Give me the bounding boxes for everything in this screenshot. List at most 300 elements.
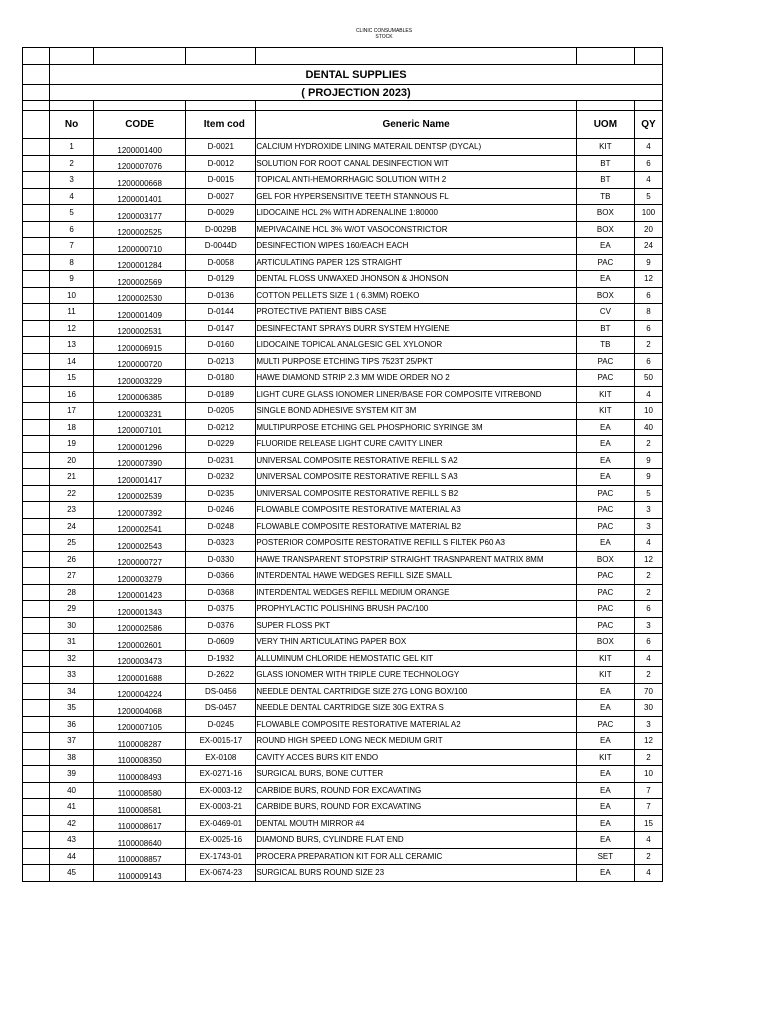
row-quantity: 4 bbox=[634, 386, 662, 403]
row-uom: PAC bbox=[576, 502, 634, 519]
row-item-code: D-0375 bbox=[186, 601, 256, 618]
row-quantity: 4 bbox=[634, 832, 662, 849]
row-number: 37 bbox=[50, 733, 94, 750]
row-blank-cell bbox=[23, 419, 50, 436]
row-uom: EA bbox=[576, 238, 634, 255]
row-uom: PAC bbox=[576, 601, 634, 618]
row-number: 32 bbox=[50, 650, 94, 667]
table-row bbox=[23, 469, 663, 486]
table-row bbox=[23, 634, 663, 651]
row-item-code: D-0189 bbox=[186, 386, 256, 403]
row-uom: EA bbox=[576, 700, 634, 717]
row-quantity: 2 bbox=[634, 584, 662, 601]
row-code: 1200006915 bbox=[94, 337, 186, 354]
row-uom: CV bbox=[576, 304, 634, 321]
row-quantity: 6 bbox=[634, 320, 662, 337]
row-blank-cell bbox=[23, 320, 50, 337]
row-item-code: EX-0271-16 bbox=[186, 766, 256, 783]
row-blank-cell bbox=[23, 766, 50, 783]
table-row bbox=[23, 799, 663, 816]
row-number: 33 bbox=[50, 667, 94, 684]
row-code: 1200002601 bbox=[94, 634, 186, 651]
column-header-code: CODE bbox=[94, 111, 186, 139]
row-item-code: D-0129 bbox=[186, 271, 256, 288]
row-number: 38 bbox=[50, 749, 94, 766]
table-row bbox=[23, 155, 663, 172]
table-row bbox=[23, 848, 663, 865]
row-number: 29 bbox=[50, 601, 94, 618]
row-code: 1200002543 bbox=[94, 535, 186, 552]
row-number: 13 bbox=[50, 337, 94, 354]
table-row bbox=[23, 535, 663, 552]
row-number: 39 bbox=[50, 766, 94, 783]
row-code: 1200007101 bbox=[94, 419, 186, 436]
table-row bbox=[23, 601, 663, 618]
row-number: 5 bbox=[50, 205, 94, 222]
row-code: 1200000710 bbox=[94, 238, 186, 255]
table-row bbox=[23, 254, 663, 271]
row-number: 43 bbox=[50, 832, 94, 849]
row-generic-name: SURGICAL BURS, BONE CUTTER bbox=[256, 766, 577, 783]
row-quantity: 4 bbox=[634, 535, 662, 552]
row-item-code: EX-0469-01 bbox=[186, 815, 256, 832]
row-generic-name: HAWE DIAMOND STRIP 2.3 MM WIDE ORDER NO 2 bbox=[256, 370, 577, 387]
row-code: 1200007076 bbox=[94, 155, 186, 172]
row-uom: EA bbox=[576, 733, 634, 750]
row-code: 1200001417 bbox=[94, 469, 186, 486]
row-number: 21 bbox=[50, 469, 94, 486]
row-uom: PAC bbox=[576, 584, 634, 601]
row-number: 25 bbox=[50, 535, 94, 552]
row-generic-name: SINGLE BOND ADHESIVE SYSTEM KIT 3M bbox=[256, 403, 577, 420]
table-row bbox=[23, 205, 663, 222]
row-quantity: 2 bbox=[634, 749, 662, 766]
row-quantity: 2 bbox=[634, 337, 662, 354]
row-uom: BOX bbox=[576, 221, 634, 238]
table-row bbox=[23, 551, 663, 568]
table-row bbox=[23, 683, 663, 700]
blank-row bbox=[23, 48, 663, 65]
row-code: 1200002586 bbox=[94, 617, 186, 634]
row-generic-name: COTTON PELLETS SIZE 1 ( 6.3MM) ROEKO bbox=[256, 287, 577, 304]
row-uom: BT bbox=[576, 320, 634, 337]
row-item-code: EX-0003-12 bbox=[186, 782, 256, 799]
row-blank-cell bbox=[23, 716, 50, 733]
row-uom: PAC bbox=[576, 568, 634, 585]
row-uom: EA bbox=[576, 469, 634, 486]
row-blank-cell bbox=[23, 700, 50, 717]
row-quantity: 100 bbox=[634, 205, 662, 222]
row-quantity: 40 bbox=[634, 419, 662, 436]
row-number: 15 bbox=[50, 370, 94, 387]
row-uom: EA bbox=[576, 271, 634, 288]
row-generic-name: NEEDLE DENTAL CARTRIDGE SIZE 30G EXTRA S bbox=[256, 700, 577, 717]
row-generic-name: DIAMOND BURS, CYLINDRE FLAT END bbox=[256, 832, 577, 849]
row-code: 1200007105 bbox=[94, 716, 186, 733]
row-generic-name: CAVITY ACCES BURS KIT ENDO bbox=[256, 749, 577, 766]
row-number: 42 bbox=[50, 815, 94, 832]
row-quantity: 4 bbox=[634, 139, 662, 156]
table-row bbox=[23, 650, 663, 667]
table-row bbox=[23, 749, 663, 766]
row-quantity: 5 bbox=[634, 485, 662, 502]
row-generic-name: MULTIPURPOSE ETCHING GEL PHOSPHORIC SYRINGE 3M bbox=[256, 419, 577, 436]
row-blank-cell bbox=[23, 799, 50, 816]
row-generic-name: LIDOCAINE TOPICAL ANALGESIC GEL XYLONOR bbox=[256, 337, 577, 354]
row-code: 1200004068 bbox=[94, 700, 186, 717]
row-item-code: D-0029 bbox=[186, 205, 256, 222]
row-generic-name: FLOWABLE COMPOSITE RESTORATIVE MATERIAL A2 bbox=[256, 716, 577, 733]
row-generic-name: SURGICAL BURS ROUND SIZE 23 bbox=[256, 865, 577, 882]
row-blank-cell bbox=[23, 650, 50, 667]
row-uom: EA bbox=[576, 535, 634, 552]
row-generic-name: GLASS IONOMER WITH TRIPLE CURE TECHNOLOGY bbox=[256, 667, 577, 684]
row-number: 3 bbox=[50, 172, 94, 189]
row-uom: SET bbox=[576, 848, 634, 865]
row-quantity: 24 bbox=[634, 238, 662, 255]
row-number: 19 bbox=[50, 436, 94, 453]
subtitle-row bbox=[23, 85, 663, 101]
row-generic-name: MEPIVACAINE HCL 3% W/OT VASOCONSTRICTOR bbox=[256, 221, 577, 238]
row-uom: PAC bbox=[576, 254, 634, 271]
row-blank-cell bbox=[23, 617, 50, 634]
column-header-uom: UOM bbox=[576, 111, 634, 139]
row-item-code: D-0012 bbox=[186, 155, 256, 172]
table-row bbox=[23, 188, 663, 205]
row-generic-name: INTERDENTAL WEDGES REFILL MEDIUM ORANGE bbox=[256, 584, 577, 601]
row-generic-name: POSTERIOR COMPOSITE RESTORATIVE REFILL S FILTEK P60 A3 bbox=[256, 535, 577, 552]
row-quantity: 3 bbox=[634, 617, 662, 634]
row-number: 34 bbox=[50, 683, 94, 700]
row-quantity: 6 bbox=[634, 155, 662, 172]
row-quantity: 5 bbox=[634, 188, 662, 205]
row-code: 1200001343 bbox=[94, 601, 186, 618]
row-uom: KIT bbox=[576, 667, 634, 684]
row-generic-name: PROTECTIVE PATIENT BIBS CASE bbox=[256, 304, 577, 321]
table-row bbox=[23, 287, 663, 304]
row-code: 1200001284 bbox=[94, 254, 186, 271]
row-item-code: D-1932 bbox=[186, 650, 256, 667]
row-quantity: 2 bbox=[634, 667, 662, 684]
row-blank-cell bbox=[23, 551, 50, 568]
row-blank-cell bbox=[23, 815, 50, 832]
row-item-code: EX-0003-21 bbox=[186, 799, 256, 816]
row-generic-name: PROPHYLACTIC POLISHING BRUSH PAC/100 bbox=[256, 601, 577, 618]
row-blank-cell bbox=[23, 601, 50, 618]
row-item-code: D-2622 bbox=[186, 667, 256, 684]
row-quantity: 7 bbox=[634, 799, 662, 816]
row-generic-name: UNIVERSAL COMPOSITE RESTORATIVE REFILL S B2 bbox=[256, 485, 577, 502]
row-quantity: 4 bbox=[634, 865, 662, 882]
row-number: 7 bbox=[50, 238, 94, 255]
row-code: 1200002569 bbox=[94, 271, 186, 288]
row-item-code: D-0015 bbox=[186, 172, 256, 189]
row-uom: KIT bbox=[576, 386, 634, 403]
row-item-code: DS-0457 bbox=[186, 700, 256, 717]
row-number: 22 bbox=[50, 485, 94, 502]
row-quantity: 10 bbox=[634, 766, 662, 783]
row-code: 1200002539 bbox=[94, 485, 186, 502]
row-number: 12 bbox=[50, 320, 94, 337]
row-generic-name: FLUORIDE RELEASE LIGHT CURE CAVITY LINER bbox=[256, 436, 577, 453]
table-title: DENTAL SUPPLIES bbox=[50, 65, 663, 85]
row-code: 1200007392 bbox=[94, 502, 186, 519]
title-row bbox=[23, 65, 663, 85]
row-number: 27 bbox=[50, 568, 94, 585]
row-uom: BOX bbox=[576, 551, 634, 568]
row-blank-cell bbox=[23, 667, 50, 684]
row-uom: PAC bbox=[576, 353, 634, 370]
row-number: 23 bbox=[50, 502, 94, 519]
row-generic-name: FLOWABLE COMPOSITE RESTORATIVE MATERIAL B2 bbox=[256, 518, 577, 535]
row-item-code: D-0368 bbox=[186, 584, 256, 601]
row-item-code: D-0029B bbox=[186, 221, 256, 238]
row-number: 11 bbox=[50, 304, 94, 321]
row-code: 1200004224 bbox=[94, 683, 186, 700]
row-blank-cell bbox=[23, 782, 50, 799]
table-row bbox=[23, 271, 663, 288]
row-quantity: 7 bbox=[634, 782, 662, 799]
column-header-item-cod bbox=[186, 111, 256, 139]
row-quantity: 15 bbox=[634, 815, 662, 832]
row-item-code: D-0231 bbox=[186, 452, 256, 469]
row-quantity: 3 bbox=[634, 716, 662, 733]
row-uom: KIT bbox=[576, 749, 634, 766]
row-code: 1200003473 bbox=[94, 650, 186, 667]
table-row bbox=[23, 716, 663, 733]
row-quantity: 3 bbox=[634, 518, 662, 535]
row-number: 31 bbox=[50, 634, 94, 651]
table-row bbox=[23, 832, 663, 849]
row-number: 4 bbox=[50, 188, 94, 205]
table-row bbox=[23, 485, 663, 502]
row-number: 41 bbox=[50, 799, 94, 816]
column-header-no: No bbox=[50, 111, 94, 139]
row-quantity: 30 bbox=[634, 700, 662, 717]
row-item-code: D-0058 bbox=[186, 254, 256, 271]
row-code: 1100008581 bbox=[94, 799, 186, 816]
row-blank-cell bbox=[23, 518, 50, 535]
row-blank-cell bbox=[23, 370, 50, 387]
row-number: 16 bbox=[50, 386, 94, 403]
row-item-code: DS-0456 bbox=[186, 683, 256, 700]
row-uom: EA bbox=[576, 865, 634, 882]
row-blank-cell bbox=[23, 749, 50, 766]
row-number: 8 bbox=[50, 254, 94, 271]
row-uom: EA bbox=[576, 766, 634, 783]
row-number: 40 bbox=[50, 782, 94, 799]
row-code: 1200003229 bbox=[94, 370, 186, 387]
row-code: 1200000727 bbox=[94, 551, 186, 568]
row-item-code: D-0136 bbox=[186, 287, 256, 304]
row-item-code: D-0213 bbox=[186, 353, 256, 370]
row-generic-name: DESINFECTANT SPRAYS DURR SYSTEM HYGIENE bbox=[256, 320, 577, 337]
row-uom: EA bbox=[576, 815, 634, 832]
row-code: 1200000720 bbox=[94, 353, 186, 370]
row-generic-name: DENTAL MOUTH MIRROR #4 bbox=[256, 815, 577, 832]
row-code: 1200003279 bbox=[94, 568, 186, 585]
row-quantity: 10 bbox=[634, 403, 662, 420]
sheet-header-line1: CLINIC CONSUMABLES bbox=[355, 28, 413, 34]
row-uom: PAC bbox=[576, 370, 634, 387]
row-number: 28 bbox=[50, 584, 94, 601]
row-item-code: D-0212 bbox=[186, 419, 256, 436]
row-generic-name: PROCERA PREPARATION KIT FOR ALL CERAMIC bbox=[256, 848, 577, 865]
table-row bbox=[23, 502, 663, 519]
row-uom: EA bbox=[576, 782, 634, 799]
row-blank-cell bbox=[23, 568, 50, 585]
row-item-code: EX-0025-16 bbox=[186, 832, 256, 849]
row-quantity: 6 bbox=[634, 353, 662, 370]
row-blank-cell bbox=[23, 832, 50, 849]
row-uom: EA bbox=[576, 832, 634, 849]
blank-row bbox=[23, 101, 663, 111]
row-number: 24 bbox=[50, 518, 94, 535]
row-code: 1200001400 bbox=[94, 139, 186, 156]
row-generic-name: GEL FOR HYPERSENSITIVE TEETH STANNOUS FL bbox=[256, 188, 577, 205]
row-uom: BT bbox=[576, 155, 634, 172]
row-blank-cell bbox=[23, 353, 50, 370]
row-uom: PAC bbox=[576, 518, 634, 535]
table-row bbox=[23, 436, 663, 453]
row-number: 44 bbox=[50, 848, 94, 865]
column-header-row bbox=[23, 111, 663, 139]
row-generic-name: ALLUMINUM CHLORIDE HEMOSTATIC GEL KIT bbox=[256, 650, 577, 667]
row-generic-name: UNIVERSAL COMPOSITE RESTORATIVE REFILL S A2 bbox=[256, 452, 577, 469]
row-blank-cell bbox=[23, 865, 50, 882]
row-item-code: D-0248 bbox=[186, 518, 256, 535]
row-blank-cell bbox=[23, 205, 50, 222]
table-row bbox=[23, 403, 663, 420]
table-row bbox=[23, 370, 663, 387]
table-row bbox=[23, 815, 663, 832]
row-code: 1200001296 bbox=[94, 436, 186, 453]
row-generic-name: DESINFECTION WIPES 160/EACH EACH bbox=[256, 238, 577, 255]
table-row bbox=[23, 452, 663, 469]
row-number: 6 bbox=[50, 221, 94, 238]
row-code: 1100008287 bbox=[94, 733, 186, 750]
row-code: 1100008617 bbox=[94, 815, 186, 832]
row-quantity: 9 bbox=[634, 452, 662, 469]
row-blank-cell bbox=[23, 271, 50, 288]
table-row bbox=[23, 700, 663, 717]
row-item-code: D-0044D bbox=[186, 238, 256, 255]
row-number: 35 bbox=[50, 700, 94, 717]
row-generic-name: TOPICAL ANTI-HEMORRHAGIC SOLUTION WITH 2 bbox=[256, 172, 577, 189]
row-blank-cell bbox=[23, 469, 50, 486]
table-row bbox=[23, 617, 663, 634]
row-code: 1100008640 bbox=[94, 832, 186, 849]
row-code: 1200002530 bbox=[94, 287, 186, 304]
row-item-code: D-0205 bbox=[186, 403, 256, 420]
row-item-code: D-0323 bbox=[186, 535, 256, 552]
row-quantity: 6 bbox=[634, 287, 662, 304]
row-uom: KIT bbox=[576, 139, 634, 156]
row-generic-name: SOLUTION FOR ROOT CANAL DESINFECTION WIT bbox=[256, 155, 577, 172]
row-generic-name: SUPER FLOSS PKT bbox=[256, 617, 577, 634]
row-quantity: 6 bbox=[634, 601, 662, 618]
table-row bbox=[23, 766, 663, 783]
row-quantity: 4 bbox=[634, 650, 662, 667]
row-uom: EA bbox=[576, 419, 634, 436]
row-number: 30 bbox=[50, 617, 94, 634]
column-header-qy: QY bbox=[634, 111, 662, 139]
table-row bbox=[23, 386, 663, 403]
row-number: 10 bbox=[50, 287, 94, 304]
row-generic-name: VERY THIN ARTICULATING PAPER BOX bbox=[256, 634, 577, 651]
row-uom: EA bbox=[576, 452, 634, 469]
row-generic-name: UNIVERSAL COMPOSITE RESTORATIVE REFILL S A3 bbox=[256, 469, 577, 486]
row-quantity: 12 bbox=[634, 271, 662, 288]
row-quantity: 3 bbox=[634, 502, 662, 519]
row-uom: BOX bbox=[576, 205, 634, 222]
row-quantity: 4 bbox=[634, 172, 662, 189]
row-item-code: D-0180 bbox=[186, 370, 256, 387]
row-item-code: D-0021 bbox=[186, 139, 256, 156]
row-code: 1100008580 bbox=[94, 782, 186, 799]
row-item-code: EX-1743-01 bbox=[186, 848, 256, 865]
row-blank-cell bbox=[23, 733, 50, 750]
row-generic-name: MULTI PURPOSE ETCHING TIPS 7523T 25/PKT bbox=[256, 353, 577, 370]
column-header-generic-name: Generic Name bbox=[256, 111, 577, 139]
row-blank-cell bbox=[23, 287, 50, 304]
table-row bbox=[23, 667, 663, 684]
row-number: 45 bbox=[50, 865, 94, 882]
row-item-code: D-0376 bbox=[186, 617, 256, 634]
row-quantity: 12 bbox=[634, 733, 662, 750]
row-blank-cell bbox=[23, 403, 50, 420]
row-blank-cell bbox=[23, 155, 50, 172]
row-code: 1100008857 bbox=[94, 848, 186, 865]
row-blank-cell bbox=[23, 304, 50, 321]
row-item-code: EX-0108 bbox=[186, 749, 256, 766]
row-number: 18 bbox=[50, 419, 94, 436]
row-quantity: 50 bbox=[634, 370, 662, 387]
row-number: 14 bbox=[50, 353, 94, 370]
row-uom: BT bbox=[576, 172, 634, 189]
row-quantity: 2 bbox=[634, 436, 662, 453]
row-blank-cell bbox=[23, 452, 50, 469]
row-item-code: D-0160 bbox=[186, 337, 256, 354]
column-header-item-cod-text: Item cod bbox=[203, 119, 245, 130]
table-row bbox=[23, 568, 663, 585]
row-blank-cell bbox=[23, 485, 50, 502]
row-uom: PAC bbox=[576, 485, 634, 502]
row-generic-name: FLOWABLE COMPOSITE RESTORATIVE MATERIAL A3 bbox=[256, 502, 577, 519]
row-uom: EA bbox=[576, 799, 634, 816]
row-blank-cell bbox=[23, 386, 50, 403]
row-number: 26 bbox=[50, 551, 94, 568]
table-row bbox=[23, 518, 663, 535]
row-uom: TB bbox=[576, 188, 634, 205]
row-quantity: 2 bbox=[634, 848, 662, 865]
row-generic-name: CALCIUM HYDROXIDE LINING MATERAIL DENTSP (DYCAL) bbox=[256, 139, 577, 156]
row-blank-cell bbox=[23, 502, 50, 519]
row-item-code: D-0235 bbox=[186, 485, 256, 502]
row-quantity: 8 bbox=[634, 304, 662, 321]
row-blank-cell bbox=[23, 139, 50, 156]
table-row bbox=[23, 139, 663, 156]
row-code: 1200000668 bbox=[94, 172, 186, 189]
row-number: 1 bbox=[50, 139, 94, 156]
row-item-code: D-0229 bbox=[186, 436, 256, 453]
row-uom: TB bbox=[576, 337, 634, 354]
row-generic-name: NEEDLE DENTAL CARTRIDGE SIZE 27G LONG BOX/100 bbox=[256, 683, 577, 700]
row-item-code: D-0246 bbox=[186, 502, 256, 519]
row-number: 2 bbox=[50, 155, 94, 172]
row-item-code: D-0144 bbox=[186, 304, 256, 321]
row-item-code: EX-0674-23 bbox=[186, 865, 256, 882]
